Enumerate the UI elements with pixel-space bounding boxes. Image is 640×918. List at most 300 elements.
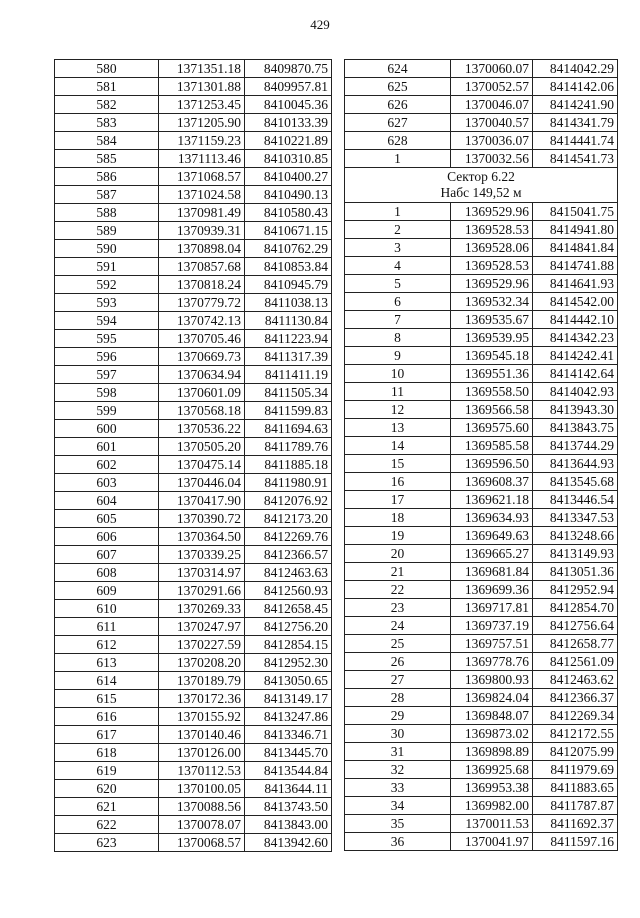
x-coordinate-cell: 1369757.51 — [451, 635, 533, 653]
y-coordinate-cell: 8411597.16 — [533, 833, 618, 851]
y-coordinate-cell: 8413445.70 — [245, 744, 332, 762]
point-number-cell: 587 — [55, 186, 159, 204]
x-coordinate-cell: 1370417.90 — [159, 492, 245, 510]
y-coordinate-cell: 8411038.13 — [245, 294, 332, 312]
table-row — [345, 203, 618, 221]
x-coordinate-cell: 1370172.36 — [159, 690, 245, 708]
point-number-cell: 586 — [55, 168, 159, 186]
table-row — [55, 816, 332, 834]
y-coordinate-cell: 8411130.84 — [245, 312, 332, 330]
x-coordinate-cell: 1369575.60 — [451, 419, 533, 437]
x-coordinate-cell: 1370669.73 — [159, 348, 245, 366]
point-number-cell: 600 — [55, 420, 159, 438]
point-number-cell: 34 — [345, 797, 451, 815]
table-row — [345, 419, 618, 437]
point-number-cell: 25 — [345, 635, 451, 653]
y-coordinate-cell: 8413248.66 — [533, 527, 618, 545]
y-coordinate-cell: 8412075.99 — [533, 743, 618, 761]
point-number-cell: 614 — [55, 672, 159, 690]
table-row — [55, 744, 332, 762]
x-coordinate-cell: 1371205.90 — [159, 114, 245, 132]
table-row — [55, 420, 332, 438]
point-number-cell: 628 — [345, 132, 451, 150]
x-coordinate-cell: 1369585.58 — [451, 437, 533, 455]
table-row — [345, 689, 618, 707]
y-coordinate-cell: 8413943.30 — [533, 401, 618, 419]
table-row — [345, 365, 618, 383]
x-coordinate-cell: 1370100.05 — [159, 780, 245, 798]
x-coordinate-cell: 1369982.00 — [451, 797, 533, 815]
point-number-cell: 20 — [345, 545, 451, 563]
point-number-cell: 2 — [345, 221, 451, 239]
y-coordinate-cell: 8411789.76 — [245, 438, 332, 456]
point-number-cell: 590 — [55, 240, 159, 258]
table-row — [345, 635, 618, 653]
y-coordinate-cell: 8412366.57 — [245, 546, 332, 564]
point-number-cell: 601 — [55, 438, 159, 456]
point-number-cell: 599 — [55, 402, 159, 420]
point-number-cell: 23 — [345, 599, 451, 617]
x-coordinate-cell: 1369649.63 — [451, 527, 533, 545]
table-row — [345, 491, 618, 509]
point-number-cell: 624 — [345, 60, 451, 78]
x-coordinate-cell: 1370446.04 — [159, 474, 245, 492]
point-number-cell: 620 — [55, 780, 159, 798]
table-row — [55, 834, 332, 852]
x-coordinate-cell: 1369558.50 — [451, 383, 533, 401]
y-coordinate-cell: 8414541.73 — [533, 150, 618, 168]
point-number-cell: 595 — [55, 330, 159, 348]
table-row — [345, 617, 618, 635]
point-number-cell: 1 — [345, 203, 451, 221]
table-row — [345, 96, 618, 114]
y-coordinate-cell: 8411979.69 — [533, 761, 618, 779]
point-number-cell: 602 — [55, 456, 159, 474]
point-number-cell: 615 — [55, 690, 159, 708]
table-row — [55, 438, 332, 456]
point-number-cell: 582 — [55, 96, 159, 114]
y-coordinate-cell: 8413149.17 — [245, 690, 332, 708]
y-coordinate-cell: 8411980.91 — [245, 474, 332, 492]
point-number-cell: 3 — [345, 239, 451, 257]
table-row — [55, 582, 332, 600]
point-number-cell: 8 — [345, 329, 451, 347]
table-row — [345, 60, 618, 78]
y-coordinate-cell: 8410133.39 — [245, 114, 332, 132]
point-number-cell: 619 — [55, 762, 159, 780]
x-coordinate-cell: 1370208.20 — [159, 654, 245, 672]
point-number-cell: 611 — [55, 618, 159, 636]
y-coordinate-cell: 8410221.89 — [245, 132, 332, 150]
point-number-cell: 31 — [345, 743, 451, 761]
x-coordinate-cell: 1370052.57 — [451, 78, 533, 96]
x-coordinate-cell: 1370818.24 — [159, 276, 245, 294]
y-coordinate-cell: 8412366.37 — [533, 689, 618, 707]
y-coordinate-cell: 8410853.84 — [245, 258, 332, 276]
table-row — [55, 528, 332, 546]
y-coordinate-cell: 8412269.34 — [533, 707, 618, 725]
y-coordinate-cell: 8413050.65 — [245, 672, 332, 690]
y-coordinate-cell: 8410400.27 — [245, 168, 332, 186]
x-coordinate-cell: 1370040.57 — [451, 114, 533, 132]
y-coordinate-cell: 8410045.36 — [245, 96, 332, 114]
coordinates-table-right-top — [345, 60, 618, 168]
y-coordinate-cell: 8410945.79 — [245, 276, 332, 294]
y-coordinate-cell: 8411505.34 — [245, 384, 332, 402]
x-coordinate-cell: 1370475.14 — [159, 456, 245, 474]
y-coordinate-cell: 8413743.50 — [245, 798, 332, 816]
table-row — [345, 563, 618, 581]
x-coordinate-cell: 1370046.07 — [451, 96, 533, 114]
x-coordinate-cell: 1370339.25 — [159, 546, 245, 564]
y-coordinate-cell: 8411787.87 — [533, 797, 618, 815]
x-coordinate-cell: 1370536.22 — [159, 420, 245, 438]
point-number-cell: 621 — [55, 798, 159, 816]
point-number-cell: 21 — [345, 563, 451, 581]
y-coordinate-cell: 8413644.11 — [245, 780, 332, 798]
y-coordinate-cell: 8411885.18 — [245, 456, 332, 474]
table-row — [345, 815, 618, 833]
point-number-cell: 585 — [55, 150, 159, 168]
point-number-cell: 583 — [55, 114, 159, 132]
x-coordinate-cell: 1370068.57 — [159, 834, 245, 852]
x-coordinate-cell: 1370155.92 — [159, 708, 245, 726]
y-coordinate-cell: 8414342.23 — [533, 329, 618, 347]
sector-header-cell — [345, 168, 618, 203]
table-row — [55, 204, 332, 222]
point-number-cell: 16 — [345, 473, 451, 491]
table-row — [345, 779, 618, 797]
table-row — [345, 671, 618, 689]
table-row — [345, 725, 618, 743]
y-coordinate-cell: 8410490.13 — [245, 186, 332, 204]
sector-header-row — [345, 168, 618, 203]
sector-title: Сектор 6.22 — [447, 169, 515, 184]
y-coordinate-cell: 8413247.86 — [245, 708, 332, 726]
x-coordinate-cell: 1371253.45 — [159, 96, 245, 114]
table-row — [345, 527, 618, 545]
x-coordinate-cell: 1370601.09 — [159, 384, 245, 402]
table-row — [345, 347, 618, 365]
table-row — [55, 258, 332, 276]
y-coordinate-cell: 8410310.85 — [245, 150, 332, 168]
table-row — [55, 240, 332, 258]
y-coordinate-cell: 8414142.06 — [533, 78, 618, 96]
point-number-cell: 9 — [345, 347, 451, 365]
point-number-cell: 7 — [345, 311, 451, 329]
point-number-cell: 19 — [345, 527, 451, 545]
y-coordinate-cell: 8414142.64 — [533, 365, 618, 383]
table-row — [55, 60, 332, 78]
y-coordinate-cell: 8414641.93 — [533, 275, 618, 293]
table-row — [345, 78, 618, 96]
x-coordinate-cell: 1370742.13 — [159, 312, 245, 330]
point-number-cell: 623 — [55, 834, 159, 852]
table-row — [345, 329, 618, 347]
table-row — [55, 168, 332, 186]
y-coordinate-cell: 8414442.10 — [533, 311, 618, 329]
coordinates-table-left-body — [55, 60, 332, 852]
y-coordinate-cell: 8414441.74 — [533, 132, 618, 150]
table-row — [345, 473, 618, 491]
table-row — [55, 492, 332, 510]
table-row — [55, 366, 332, 384]
table-row — [345, 257, 618, 275]
x-coordinate-cell: 1369925.68 — [451, 761, 533, 779]
x-coordinate-cell: 1370634.94 — [159, 366, 245, 384]
table-row — [345, 653, 618, 671]
table-row — [345, 545, 618, 563]
table-row — [345, 132, 618, 150]
point-number-cell: 30 — [345, 725, 451, 743]
x-coordinate-cell: 1370088.56 — [159, 798, 245, 816]
point-number-cell: 17 — [345, 491, 451, 509]
x-coordinate-cell: 1369873.02 — [451, 725, 533, 743]
point-number-cell: 627 — [345, 114, 451, 132]
table-row — [55, 546, 332, 564]
table-row — [345, 221, 618, 239]
x-coordinate-cell: 1370078.07 — [159, 816, 245, 834]
y-coordinate-cell: 8411692.37 — [533, 815, 618, 833]
y-coordinate-cell: 8412756.64 — [533, 617, 618, 635]
x-coordinate-cell: 1369898.89 — [451, 743, 533, 761]
y-coordinate-cell: 8413843.75 — [533, 419, 618, 437]
table-row — [345, 599, 618, 617]
y-coordinate-cell: 8413644.93 — [533, 455, 618, 473]
point-number-cell: 1 — [345, 150, 451, 168]
y-coordinate-cell: 8412658.45 — [245, 600, 332, 618]
point-number-cell: 593 — [55, 294, 159, 312]
point-number-cell: 14 — [345, 437, 451, 455]
x-coordinate-cell: 1370898.04 — [159, 240, 245, 258]
x-coordinate-cell: 1370189.79 — [159, 672, 245, 690]
y-coordinate-cell: 8413545.68 — [533, 473, 618, 491]
x-coordinate-cell: 1370041.97 — [451, 833, 533, 851]
y-coordinate-cell: 8412463.63 — [245, 564, 332, 582]
point-number-cell: 26 — [345, 653, 451, 671]
point-number-cell: 10 — [345, 365, 451, 383]
x-coordinate-cell: 1369551.36 — [451, 365, 533, 383]
table-row — [345, 275, 618, 293]
y-coordinate-cell: 8414242.41 — [533, 347, 618, 365]
x-coordinate-cell: 1369621.18 — [451, 491, 533, 509]
table-row — [55, 672, 332, 690]
table-row — [55, 780, 332, 798]
table-row — [55, 402, 332, 420]
table-row — [55, 186, 332, 204]
table-row — [345, 150, 618, 168]
x-coordinate-cell: 1369535.67 — [451, 311, 533, 329]
table-row — [345, 401, 618, 419]
y-coordinate-cell: 8413544.84 — [245, 762, 332, 780]
y-coordinate-cell: 8414941.80 — [533, 221, 618, 239]
point-number-cell: 589 — [55, 222, 159, 240]
point-number-cell: 13 — [345, 419, 451, 437]
y-coordinate-cell: 8413347.53 — [533, 509, 618, 527]
y-coordinate-cell: 8413346.71 — [245, 726, 332, 744]
x-coordinate-cell: 1371301.88 — [159, 78, 245, 96]
table-row — [345, 114, 618, 132]
point-number-cell: 609 — [55, 582, 159, 600]
point-number-cell: 22 — [345, 581, 451, 599]
table-row — [345, 311, 618, 329]
table-row — [55, 348, 332, 366]
point-number-cell: 33 — [345, 779, 451, 797]
table-row — [55, 456, 332, 474]
table-row — [55, 636, 332, 654]
table-row — [55, 96, 332, 114]
y-coordinate-cell: 8413843.00 — [245, 816, 332, 834]
point-number-cell: 618 — [55, 744, 159, 762]
y-coordinate-cell: 8412561.09 — [533, 653, 618, 671]
point-number-cell: 607 — [55, 546, 159, 564]
table-row — [55, 708, 332, 726]
table-row — [55, 690, 332, 708]
point-number-cell: 608 — [55, 564, 159, 582]
y-coordinate-cell: 8414042.93 — [533, 383, 618, 401]
y-coordinate-cell: 8413149.93 — [533, 545, 618, 563]
point-number-cell: 626 — [345, 96, 451, 114]
table-row — [345, 581, 618, 599]
table-row — [345, 293, 618, 311]
table-row — [55, 294, 332, 312]
x-coordinate-cell: 1370291.66 — [159, 582, 245, 600]
table-row — [345, 437, 618, 455]
x-coordinate-cell: 1369699.36 — [451, 581, 533, 599]
x-coordinate-cell: 1369737.19 — [451, 617, 533, 635]
point-number-cell: 4 — [345, 257, 451, 275]
point-number-cell: 580 — [55, 60, 159, 78]
point-number-cell: 605 — [55, 510, 159, 528]
y-coordinate-cell: 8412756.20 — [245, 618, 332, 636]
table-row — [55, 726, 332, 744]
point-number-cell: 15 — [345, 455, 451, 473]
x-coordinate-cell: 1370779.72 — [159, 294, 245, 312]
x-coordinate-cell: 1371068.57 — [159, 168, 245, 186]
x-coordinate-cell: 1370390.72 — [159, 510, 245, 528]
x-coordinate-cell: 1371113.46 — [159, 150, 245, 168]
point-number-cell: 625 — [345, 78, 451, 96]
table-row — [345, 833, 618, 851]
x-coordinate-cell: 1369545.18 — [451, 347, 533, 365]
x-coordinate-cell: 1371159.23 — [159, 132, 245, 150]
table-row — [55, 78, 332, 96]
y-coordinate-cell: 8410762.29 — [245, 240, 332, 258]
x-coordinate-cell: 1370364.50 — [159, 528, 245, 546]
x-coordinate-cell: 1369566.58 — [451, 401, 533, 419]
y-coordinate-cell: 8413446.54 — [533, 491, 618, 509]
x-coordinate-cell: 1370269.33 — [159, 600, 245, 618]
point-number-cell: 581 — [55, 78, 159, 96]
x-coordinate-cell: 1369529.96 — [451, 203, 533, 221]
point-number-cell: 592 — [55, 276, 159, 294]
y-coordinate-cell: 8412952.30 — [245, 654, 332, 672]
y-coordinate-cell: 8410671.15 — [245, 222, 332, 240]
x-coordinate-cell: 1369528.06 — [451, 239, 533, 257]
y-coordinate-cell: 8413942.60 — [245, 834, 332, 852]
x-coordinate-cell: 1370112.53 — [159, 762, 245, 780]
table-row — [345, 743, 618, 761]
y-coordinate-cell: 8411883.65 — [533, 779, 618, 797]
point-number-cell: 612 — [55, 636, 159, 654]
x-coordinate-cell: 1369717.81 — [451, 599, 533, 617]
table-row — [55, 222, 332, 240]
point-number-cell: 617 — [55, 726, 159, 744]
x-coordinate-cell: 1370981.49 — [159, 204, 245, 222]
x-coordinate-cell: 1370060.07 — [451, 60, 533, 78]
x-coordinate-cell: 1370036.07 — [451, 132, 533, 150]
x-coordinate-cell: 1369800.93 — [451, 671, 533, 689]
x-coordinate-cell: 1369778.76 — [451, 653, 533, 671]
point-number-cell: 604 — [55, 492, 159, 510]
point-number-cell: 597 — [55, 366, 159, 384]
y-coordinate-cell: 8414542.00 — [533, 293, 618, 311]
table-row — [345, 797, 618, 815]
point-number-cell: 588 — [55, 204, 159, 222]
x-coordinate-cell: 1369528.53 — [451, 221, 533, 239]
y-coordinate-cell: 8412658.77 — [533, 635, 618, 653]
table-row — [55, 132, 332, 150]
y-coordinate-cell: 8412952.94 — [533, 581, 618, 599]
point-number-cell: 598 — [55, 384, 159, 402]
y-coordinate-cell: 8412560.93 — [245, 582, 332, 600]
y-coordinate-cell: 8415041.75 — [533, 203, 618, 221]
y-coordinate-cell: 8412463.62 — [533, 671, 618, 689]
point-number-cell: 596 — [55, 348, 159, 366]
x-coordinate-cell: 1369532.34 — [451, 293, 533, 311]
y-coordinate-cell: 8412076.92 — [245, 492, 332, 510]
point-number-cell: 27 — [345, 671, 451, 689]
y-coordinate-cell: 8411223.94 — [245, 330, 332, 348]
point-number-cell: 594 — [55, 312, 159, 330]
y-coordinate-cell: 8412269.76 — [245, 528, 332, 546]
table-row — [55, 618, 332, 636]
y-coordinate-cell: 8413051.36 — [533, 563, 618, 581]
table-row — [55, 384, 332, 402]
x-coordinate-cell: 1370705.46 — [159, 330, 245, 348]
y-coordinate-cell: 8409870.75 — [245, 60, 332, 78]
x-coordinate-cell: 1369848.07 — [451, 707, 533, 725]
point-number-cell: 591 — [55, 258, 159, 276]
x-coordinate-cell: 1370568.18 — [159, 402, 245, 420]
y-coordinate-cell: 8412172.55 — [533, 725, 618, 743]
x-coordinate-cell: 1369528.53 — [451, 257, 533, 275]
x-coordinate-cell: 1370939.31 — [159, 222, 245, 240]
x-coordinate-cell: 1369665.27 — [451, 545, 533, 563]
x-coordinate-cell: 1370140.46 — [159, 726, 245, 744]
x-coordinate-cell: 1371351.18 — [159, 60, 245, 78]
point-number-cell: 5 — [345, 275, 451, 293]
table-row — [55, 474, 332, 492]
x-coordinate-cell: 1370505.20 — [159, 438, 245, 456]
point-number-cell: 11 — [345, 383, 451, 401]
point-number-cell: 29 — [345, 707, 451, 725]
point-number-cell: 12 — [345, 401, 451, 419]
table-row — [345, 383, 618, 401]
table-row — [55, 150, 332, 168]
point-number-cell: 6 — [345, 293, 451, 311]
y-coordinate-cell: 8411411.19 — [245, 366, 332, 384]
y-coordinate-cell: 8410580.43 — [245, 204, 332, 222]
table-row — [345, 761, 618, 779]
x-coordinate-cell: 1370126.00 — [159, 744, 245, 762]
x-coordinate-cell: 1370247.97 — [159, 618, 245, 636]
point-number-cell: 35 — [345, 815, 451, 833]
x-coordinate-cell: 1369634.93 — [451, 509, 533, 527]
point-number-cell: 36 — [345, 833, 451, 851]
point-number-cell: 613 — [55, 654, 159, 672]
y-coordinate-cell: 8411317.39 — [245, 348, 332, 366]
